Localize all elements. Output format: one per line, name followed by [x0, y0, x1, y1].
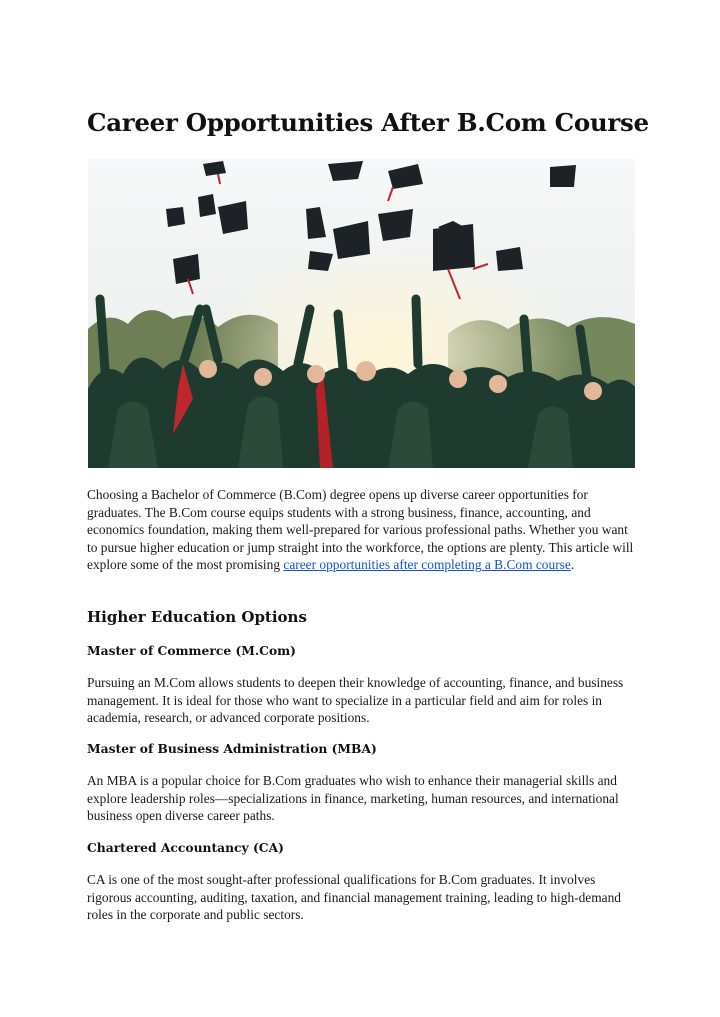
intro-paragraph — [87, 486, 635, 574]
mcom-heading: Master of Commerce (M.Com) — [87, 643, 296, 658]
mba-heading: Master of Business Administration (MBA) — [87, 741, 377, 756]
page-title: Career Opportunities After B.Com Course — [87, 108, 649, 137]
ca-paragraph: CA is one of the most sought-after professional qualifications for B.Com graduates. It involves rigorous accounting, auditing, taxation, and financial management training, leading to high-demand roles in the corporate and public sectors. — [87, 872, 621, 923]
intro-text: Choosing a Bachelor of Commerce (B.Com) degree opens up diverse career opportunities for graduates. The B.Com course equips students with a strong business, finance, accounting, and economics foundation, making them well-prepared for various professional paths. Whether you want to pursue higher education or jump straight into the workforce, the options are plenty. This article will explore some of the most promising — [87, 487, 634, 573]
career-opportunities-link[interactable]: career opportunities after completing a B.Com course — [283, 557, 571, 573]
mba-paragraph: An MBA is a popular choice for B.Com graduates who wish to enhance their managerial skills and explore leadership roles—specializations in finance, marketing, human resources, and international business open diverse career paths. — [87, 773, 619, 824]
section-heading: Higher Education Options — [87, 608, 307, 626]
mcom-paragraph: Pursuing an M.Com allows students to deepen their knowledge of accounting, finance, and business management. It is ideal for those who want to specialize in a particular field and aim for roles in academia, research, or advanced corporate positions. — [87, 675, 624, 726]
ca-heading: Chartered Accountancy (CA) — [87, 840, 284, 855]
graduation-caps-photo-icon — [88, 159, 635, 468]
hero-image — [88, 159, 635, 468]
intro-end: . — [570, 557, 575, 573]
